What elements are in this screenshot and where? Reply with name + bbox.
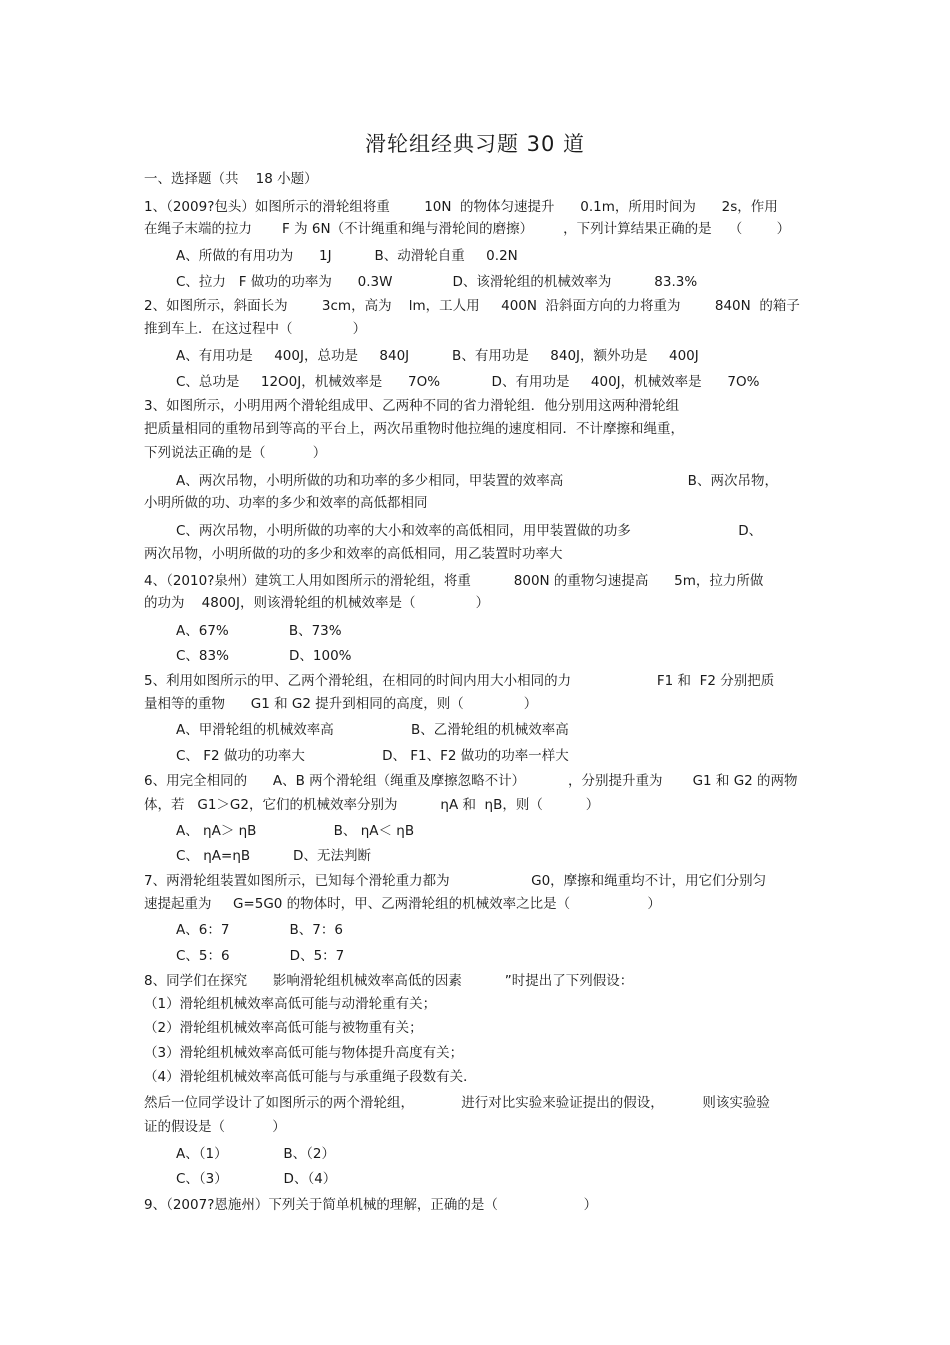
q3-option-a: A、两次吊物，小明所做的功和功率的多少相同，甲装置的效率高 B、两次吊物， <box>176 473 778 489</box>
q6-line1: 6、用完全相同的 A、B 两个滑轮组（绳重及摩擦忽略不计） ，分别提升重为 G1 和 G2 的两物 <box>144 773 798 789</box>
q8-options-ab: A、（1） B、（2） <box>176 1146 335 1162</box>
q2-options-cd: C、总功是 12O0J，机械效率是 7O% D、有用功是 400J，机械效率是 7O% <box>176 374 760 390</box>
q5-line2: 量相等的重物 G1 和 G2 提升到相同的高度，则（ ） <box>144 696 538 712</box>
q4-options-ab: A、67% B、73% <box>176 623 342 639</box>
q2-line1: 2、如图所示，斜面长为 3cm，高为 lm，工人用 400N 沿斜面方向的力将重为 840N 的箱子 <box>144 298 800 314</box>
q2-line2: 推到车上．在这过程中（ ） <box>144 321 367 337</box>
q6-options-ab: A、 ηA＞ ηB B、 ηA＜ ηB <box>176 823 415 839</box>
q7-line2: 速提起重为 G=5G0 的物体时，甲、乙两滑轮组的机械效率之比是（ ） <box>144 896 661 912</box>
q6-line2: 体，若 G1＞G2，它们的机械效率分别为 ηA 和 ηB，则（ ） <box>144 797 600 813</box>
q8-line6: 然后一位同学设计了如图所示的两个滑轮组， 进行对比实验来验证提出的假设， 则该实验验 <box>144 1095 770 1111</box>
q3-line1: 3、如图所示，小明用两个滑轮组成甲、乙两种不同的省力滑轮组．他分别用这两种滑轮组 <box>144 398 680 414</box>
q7-options-ab: A、6：7 B、7：6 <box>176 922 343 938</box>
q1-line2: 在绳子末端的拉力 F 为 6N（不计绳重和绳与滑轮间的磨擦） ，下列计算结果正确的是 （ ） <box>144 221 791 237</box>
q3-option-d: 两次吊物，小明所做的功的多少和效率的高低相同，用乙装置时功率大 <box>144 546 563 562</box>
q3-option-b: 小明所做的功、功率的多少和效率的高低都相同 <box>144 495 428 511</box>
q3-line2: 把质量相同的重物吊到等高的平台上，两次吊重物时他拉绳的速度相同．不计摩擦和绳重， <box>144 421 684 437</box>
q8-hypothesis-4: （4）滑轮组机械效率高低可能与与承重绳子段数有关． <box>144 1069 477 1085</box>
q5-options-cd: C、 F2 做功的功率大 D、 F1、F2 做功的功率一样大 <box>176 748 569 764</box>
q4-line1: 4、（2010?泉州）建筑工人用如图所示的滑轮组，将重 800N 的重物匀速提高 5m，拉力所做 <box>144 573 764 589</box>
q4-options-cd: C、83% D、100% <box>176 648 352 664</box>
q8-line7: 证的假设是（ ） <box>144 1119 286 1135</box>
q1-options-cd: C、拉力 F 做功的功率为 0.3W D、该滑轮组的机械效率为 83.3% <box>176 274 698 290</box>
q5-options-ab: A、甲滑轮组的机械效率高 B、乙滑轮组的机械效率高 <box>176 722 569 738</box>
q2-options-ab: A、有用功是 400J，总功是 840J B、有用功是 840J，额外功是 400J <box>176 348 699 364</box>
q3-line3: 下列说法正确的是（ ） <box>144 445 327 461</box>
q4-line2: 的功为 4800J，则该滑轮组的机械效率是（ ） <box>144 595 490 611</box>
section-heading: 一、选择题（共 18 小题） <box>144 171 318 187</box>
q5-line1: 5、利用如图所示的甲、乙两个滑轮组，在相同的时间内用大小相同的力 F1 和 F2 分别把质 <box>144 673 775 689</box>
q3-option-c: C、两次吊物，小明所做的功率的大小和效率的高低相同，用甲装置做的功多 D、 <box>176 523 763 539</box>
q8-options-cd: C、（3） D、（4） <box>176 1171 337 1187</box>
q8-hypothesis-3: （3）滑轮组机械效率高低可能与物体提升高度有关； <box>144 1045 464 1061</box>
q7-options-cd: C、5：6 D、5：7 <box>176 948 345 964</box>
q8-line1: 8、同学们在探究 影响滑轮组机械效率高低的因素 ”时提出了下列假设： <box>144 973 634 989</box>
q8-hypothesis-1: （1）滑轮组机械效率高低可能与动滑轮重有关； <box>144 996 437 1012</box>
q9-line1: 9、（2007?恩施州）下列关于简单机械的理解，正确的是（ ） <box>144 1197 598 1213</box>
q1-line1: 1、（2009?包头）如图所示的滑轮组将重 10N 的物体匀速提升 0.1m，所用时间为 2s，作用 <box>144 199 778 215</box>
page-title: 滑轮组经典习题 30 道 <box>364 132 586 156</box>
q7-line1: 7、两滑轮组装置如图所示，已知每个滑轮重力都为 G0，摩擦和绳重均不计，用它们分别匀 <box>144 873 767 889</box>
q6-options-cd: C、 ηA=ηB D、无法判断 <box>176 848 371 864</box>
q1-options-ab: A、所做的有用功为 1J B、动滑轮自重 0.2N <box>176 248 518 264</box>
q8-hypothesis-2: （2）滑轮组机械效率高低可能与被物重有关； <box>144 1020 423 1036</box>
